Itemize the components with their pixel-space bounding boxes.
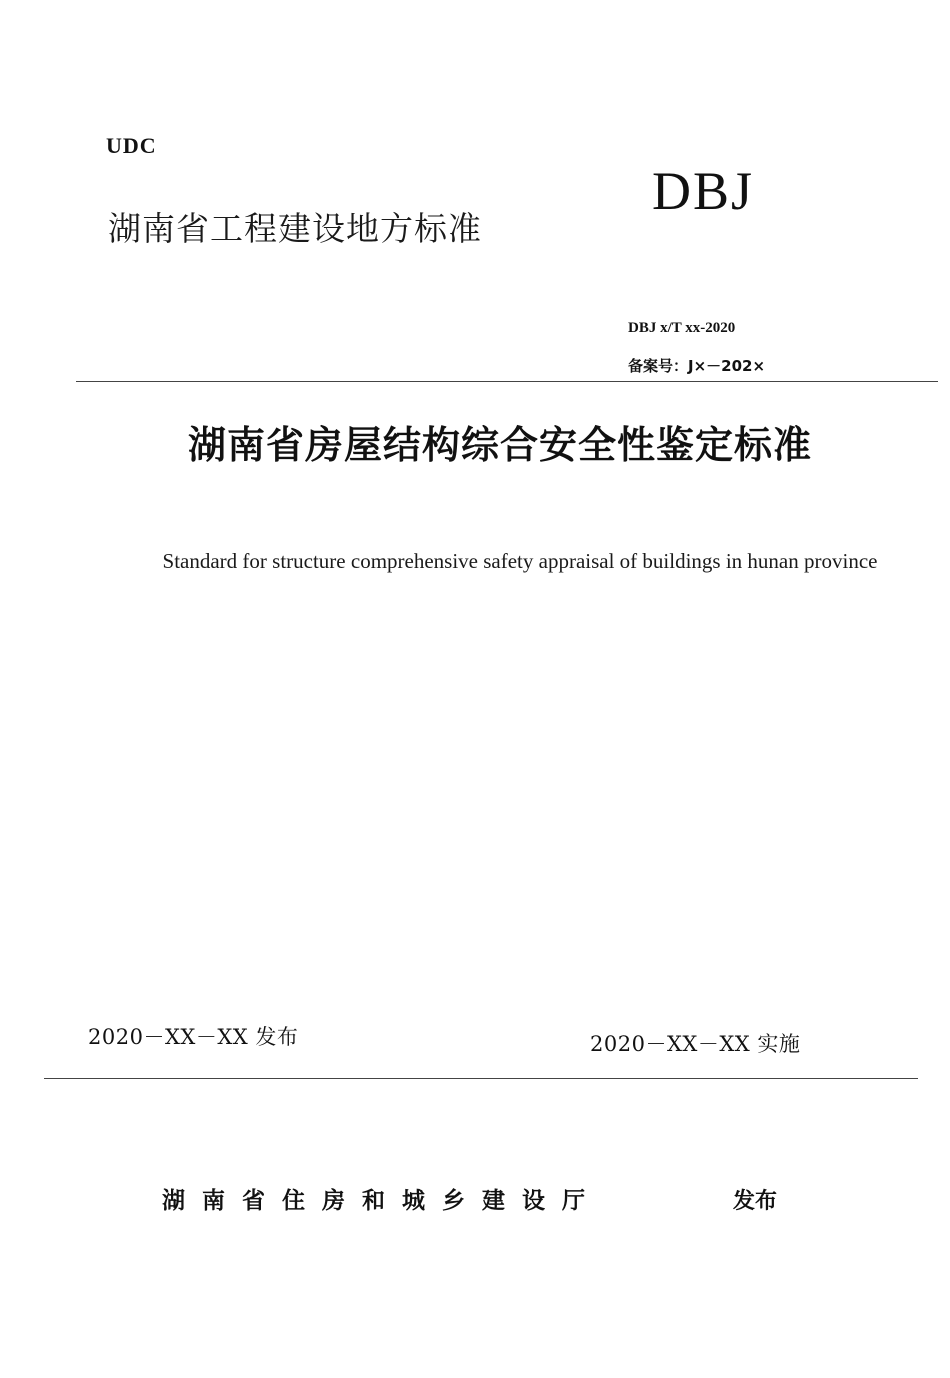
- issue-label: 发布: [733, 1189, 778, 1214]
- standard-series: 湖南省工程建设地方标准: [108, 209, 482, 248]
- bottom-divider: [44, 1078, 918, 1079]
- standard-code: DBJ: [652, 161, 755, 221]
- udc-label: UDC: [106, 133, 157, 158]
- standard-number: DBJ x/T xx-2020: [628, 320, 736, 336]
- document-title-english: Standard for structure comprehensive safety appraisal of buildings in hunan province: [162, 549, 878, 573]
- record-number: 备案号：J×－202×: [628, 357, 766, 375]
- top-divider: [76, 381, 938, 382]
- document-title: 湖南省房屋结构综合安全性鉴定标准: [187, 423, 812, 467]
- implement-date: 2020－XX－XX 实施: [590, 1032, 801, 1056]
- issuing-authority: 湖南省住房和城乡建设厅: [162, 1188, 602, 1214]
- publish-date: 2020－XX－XX 发布: [88, 1025, 299, 1049]
